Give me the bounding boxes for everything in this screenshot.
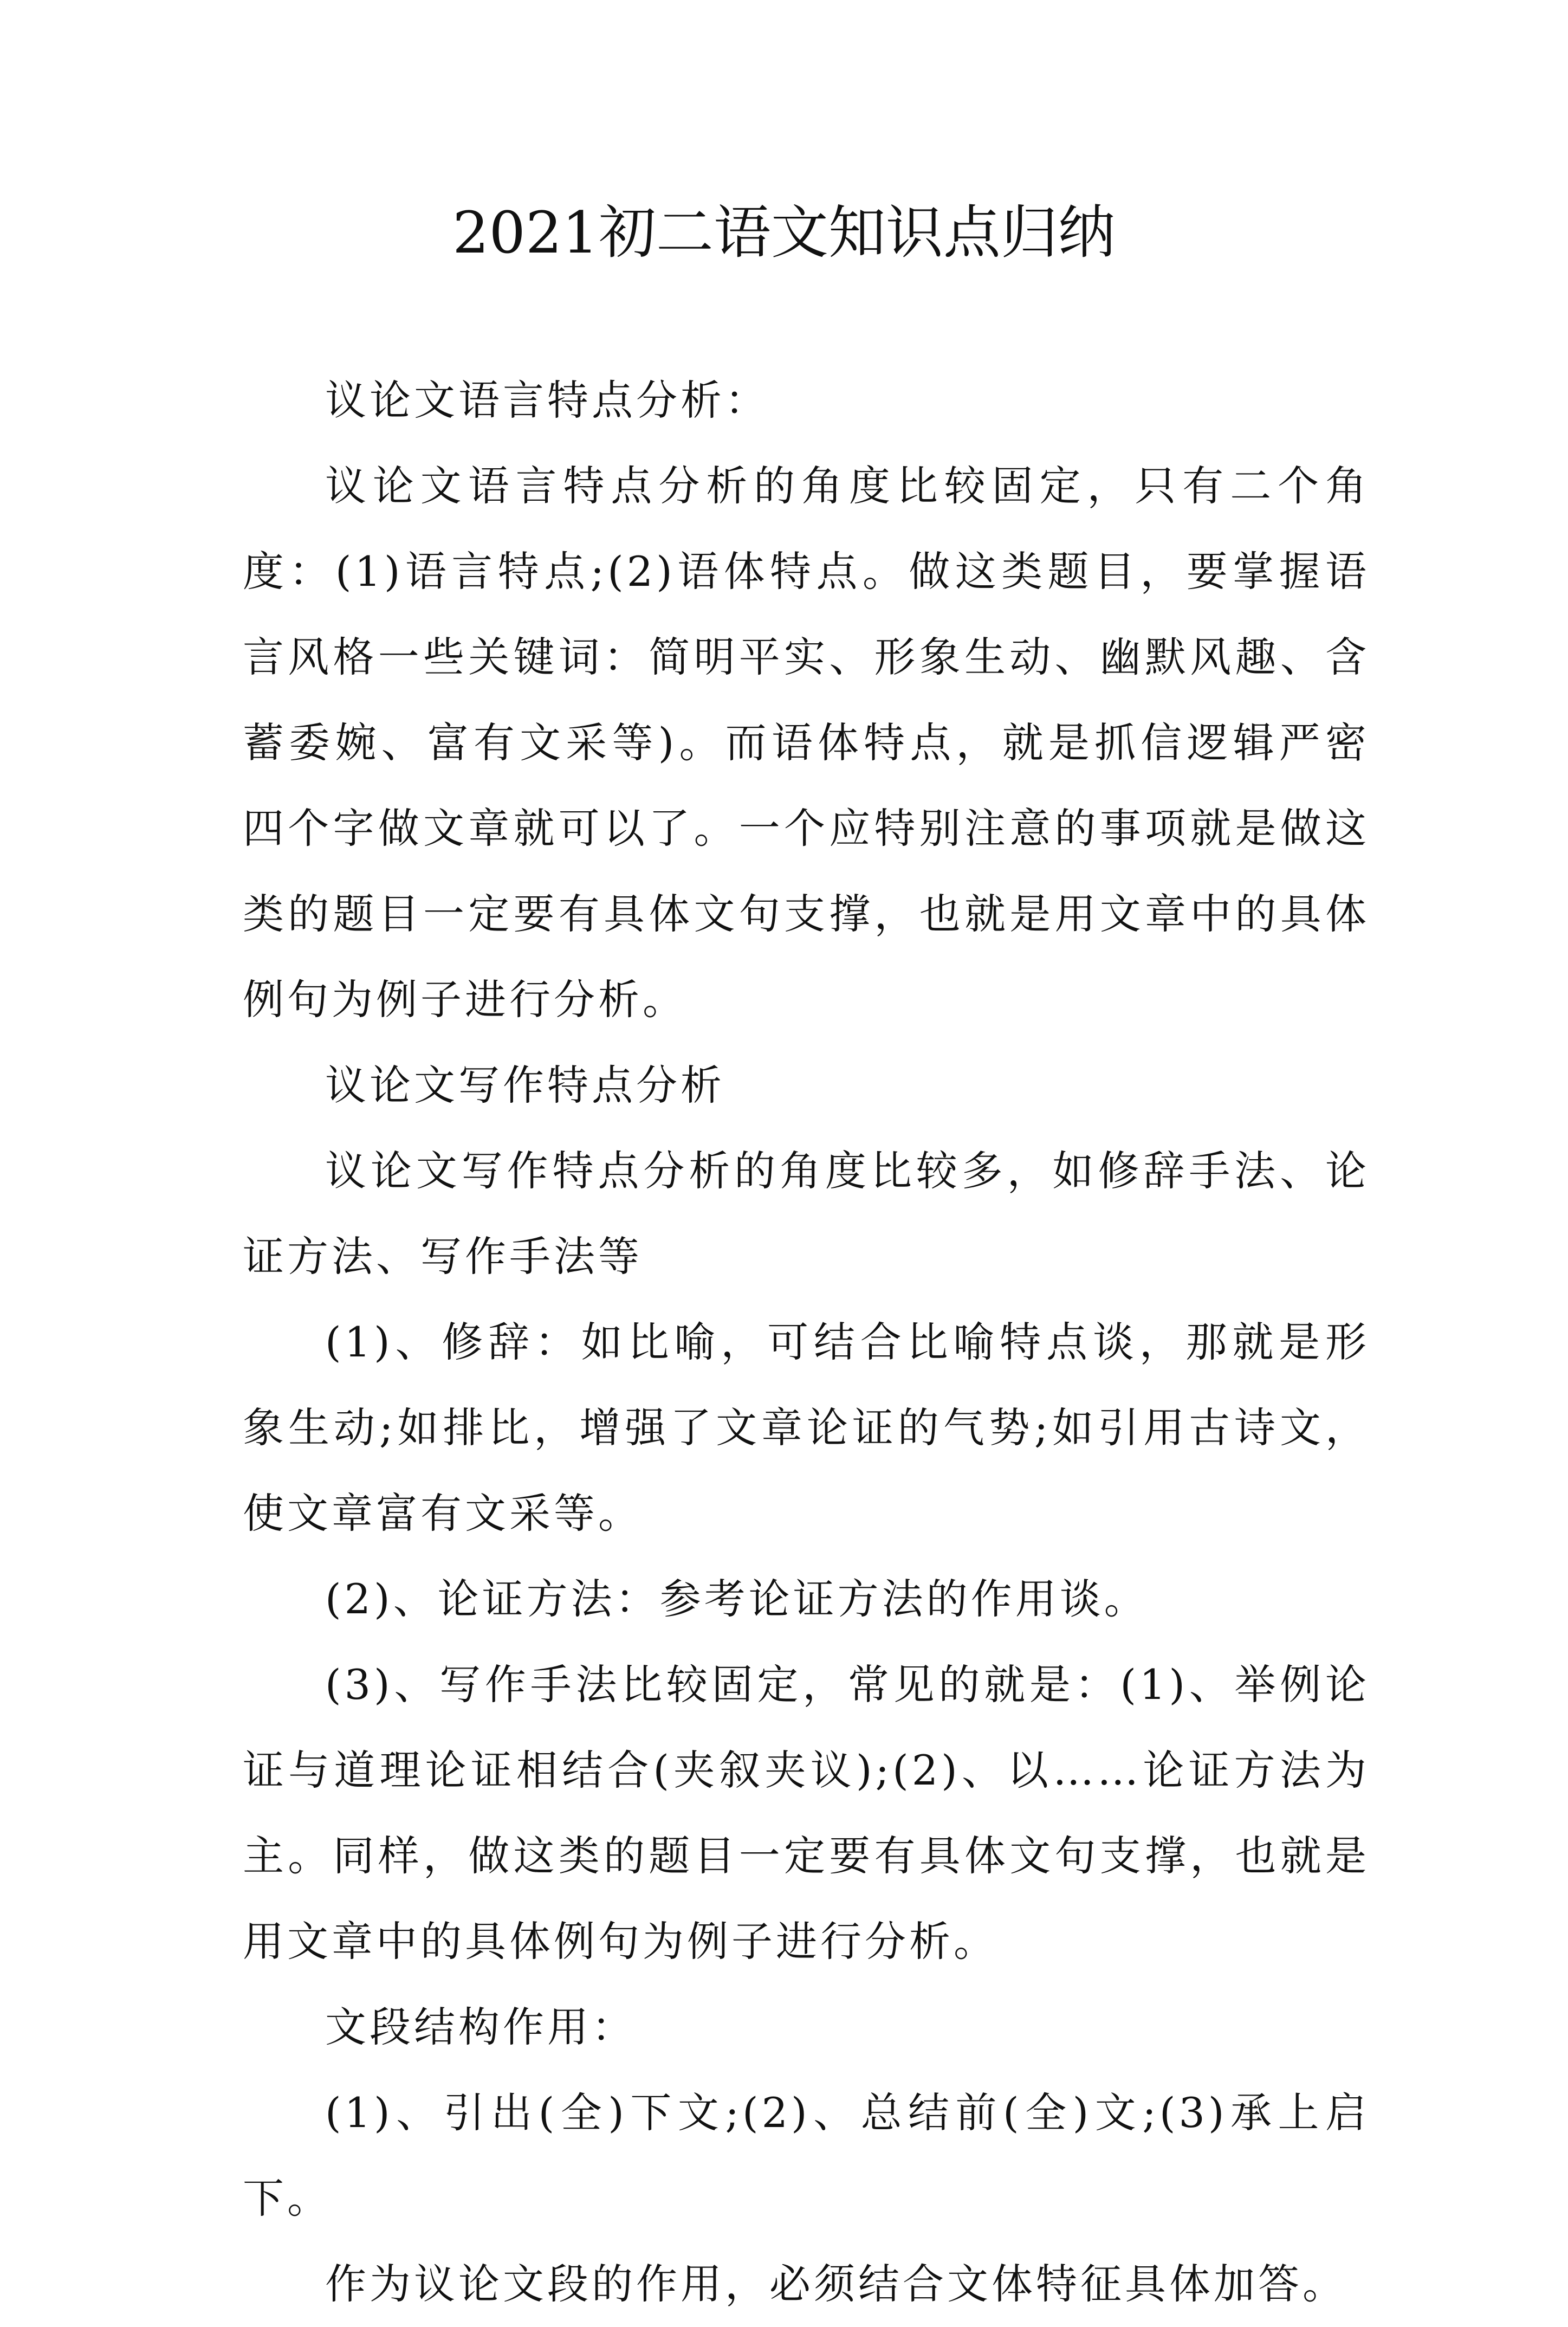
paragraph-writing-analysis: 议论文写作特点分析的角度比较多，如修辞手法、论证方法、写作手法等: [243, 1147, 1370, 1281]
paragraph-heading-writing: 议论文写作特点分析: [325, 1061, 725, 1109]
paragraph-writing-technique: (3)、写作手法比较固定，常见的就是：(1)、举例论证与道理论证相结合(夹叙夹议);(2)、以……论证方法为主。同样，做这类的题目一定要有具体文句支撑，也就是用文章中的具体例句为例子进行分析。: [243, 1660, 1370, 1966]
paragraph-language-analysis: 议论文语言特点分析的角度比较固定，只有二个角度：(1)语言特点;(2)语体特点。做这类题目，要掌握语言风格一些关键词：简明平实、形象生动、幽默风趣、含蓄委婉、富有文采等)。而语体特点，就是抓信逻辑严密四个字做文章就可以了。一个应特别注意的事项就是做这类的题目一定要有具体文句支撑，也就是用文章中的具体例句为例子进行分析。: [243, 462, 1370, 1024]
paragraph-heading-structure: 文段结构作用：: [325, 2003, 636, 2051]
paragraph-heading-language: 议论文语言特点分析：: [325, 376, 769, 424]
document-body: [243, 358, 1370, 2327]
paragraph-argument-method: (2)、论证方法：参考论证方法的作用谈。: [325, 1575, 1149, 1623]
paragraph-rhetoric: (1)、修辞：如比喻，可结合比喻特点谈，那就是形象生动;如排比，增强了文章论证的气势;如引用古诗文，使文章富有文采等。: [243, 1318, 1370, 1537]
paragraph-structure-functions: (1)、引出(全)下文;(2)、总结前(全)文;(3)承上启下。: [243, 2089, 1370, 2222]
paragraph-structure-note: 作为议论文段的作用，必须结合文体特征具体加答。: [325, 2260, 1347, 2308]
document-title: 2021初二语文知识点归纳: [452, 199, 1116, 266]
